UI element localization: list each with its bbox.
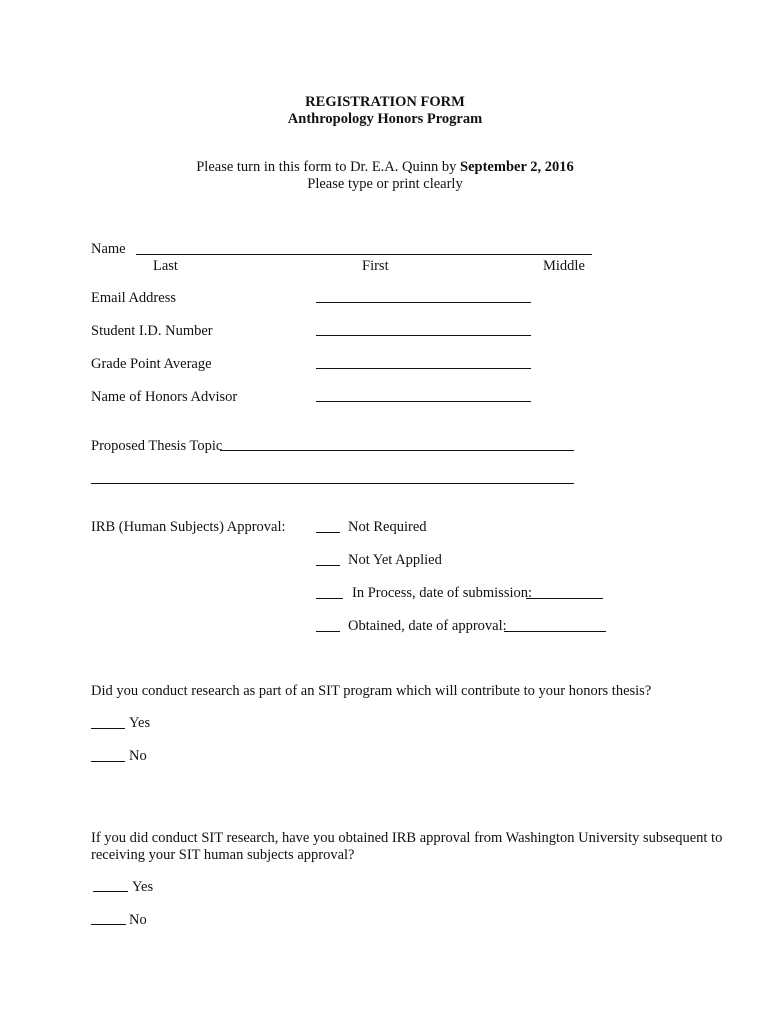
name-middle-label: Middle bbox=[543, 258, 585, 274]
name-first-label: First bbox=[362, 258, 389, 274]
form-subtitle: Anthropology Honors Program bbox=[287, 111, 483, 127]
advisor-input-line[interactable] bbox=[316, 401, 531, 402]
email-label: Email Address bbox=[91, 290, 176, 306]
instruction-type-print: Please type or print clearly bbox=[307, 176, 463, 192]
name-input-line[interactable] bbox=[136, 254, 592, 255]
irb-wu-no-label: No bbox=[129, 912, 147, 928]
irb-obtained-label: Obtained, date of approval: bbox=[348, 618, 507, 634]
thesis-label: Proposed Thesis Topic bbox=[91, 438, 223, 454]
irb-not-yet-applied-blank[interactable] bbox=[316, 565, 340, 566]
form-title: REGISTRATION FORM bbox=[305, 94, 465, 110]
student-id-input-line[interactable] bbox=[316, 335, 531, 336]
irb-label: IRB (Human Subjects) Approval: bbox=[91, 519, 286, 535]
advisor-label: Name of Honors Advisor bbox=[91, 389, 238, 405]
sit-yes-label: Yes bbox=[129, 715, 151, 731]
irb-wu-yes-blank[interactable] bbox=[93, 891, 128, 892]
irb-not-yet-applied-label: Not Yet Applied bbox=[348, 552, 442, 568]
irb-obtained-blank[interactable] bbox=[316, 631, 340, 632]
irb-not-required-label: Not Required bbox=[348, 519, 427, 535]
sit-question: Did you conduct research as part of an SIT program which will contribute to your honors thesis? bbox=[91, 683, 652, 699]
irb-submission-date-line[interactable] bbox=[526, 598, 603, 599]
irb-in-process-label: In Process, date of submission: bbox=[352, 585, 533, 601]
thesis-input-line-2[interactable] bbox=[91, 483, 574, 484]
deadline-date: September 2, 2016 bbox=[460, 159, 574, 175]
gpa-input-line[interactable] bbox=[316, 368, 531, 369]
thesis-input-line-1[interactable] bbox=[220, 450, 574, 451]
sit-no-blank[interactable] bbox=[91, 761, 125, 762]
email-input-line[interactable] bbox=[316, 302, 531, 303]
student-id-label: Student I.D. Number bbox=[91, 323, 213, 339]
name-label: Name bbox=[91, 241, 126, 257]
irb-in-process-blank[interactable] bbox=[316, 598, 343, 599]
sit-no-label: No bbox=[129, 748, 147, 764]
irb-wu-question-line2: receiving your SIT human subjects approval? bbox=[91, 847, 355, 863]
name-last-label: Last bbox=[153, 258, 178, 274]
sit-yes-blank[interactable] bbox=[91, 728, 125, 729]
irb-wu-no-blank[interactable] bbox=[91, 924, 126, 925]
irb-not-required-blank[interactable] bbox=[316, 532, 340, 533]
instruction-prefix: Please turn in this form to Dr. E.A. Quinn by bbox=[196, 159, 461, 175]
irb-approval-date-line[interactable] bbox=[504, 631, 606, 632]
irb-wu-question-line1: If you did conduct SIT research, have you obtained IRB approval from Washington University subsequent to bbox=[91, 830, 723, 846]
instruction-line bbox=[0, 159, 770, 176]
irb-wu-yes-label: Yes bbox=[132, 879, 154, 895]
gpa-label: Grade Point Average bbox=[91, 356, 212, 372]
